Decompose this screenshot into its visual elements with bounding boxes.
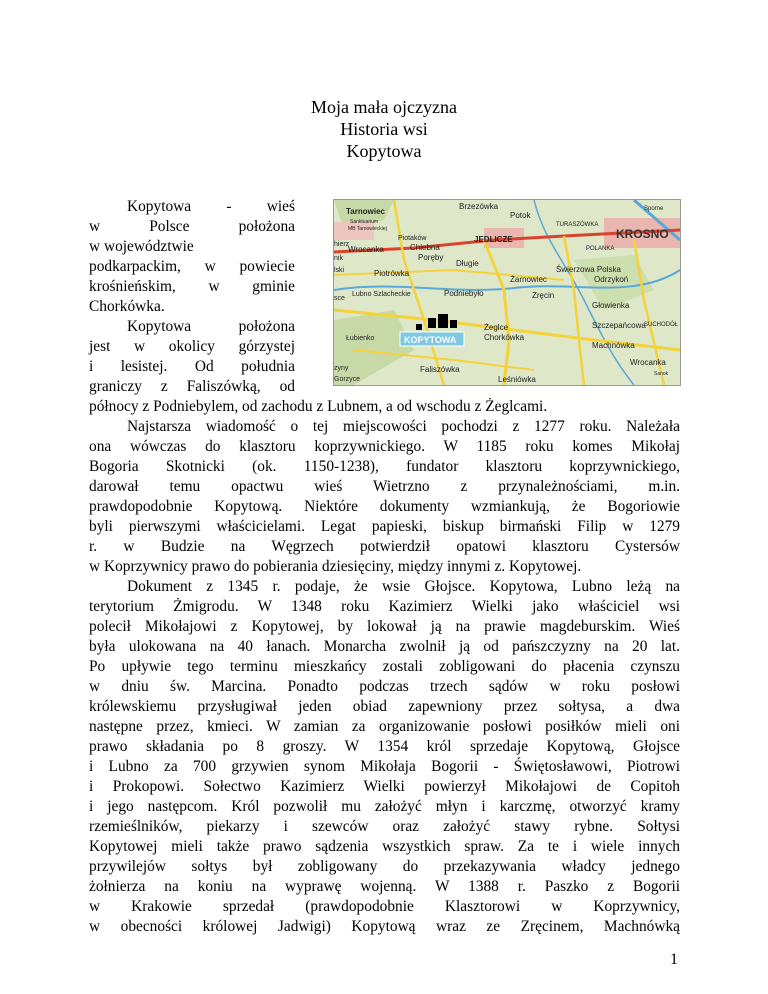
title-line-3: Kopytowa: [346, 141, 422, 161]
paragraph-line: w Krakowie sprzedał (prawdopodobnie Klasztorowi w Koprzywnicy,: [89, 898, 680, 915]
paragraph-line: była ulokowana na 40 łanach. Monarcha zwolnił ją od pańszczyzny na 20 lat.: [89, 638, 680, 655]
location-map: [333, 199, 681, 386]
paragraph-line: żołnierza na koniu na wyprawę wojenną. W 1388 r. Paszko z Bogorii: [89, 878, 680, 895]
map-label: Machnówka: [592, 341, 635, 350]
map-label: Świerzowa Polska: [556, 265, 621, 274]
map-label: Wrocanka: [348, 245, 384, 254]
map-label: Piotaków: [398, 235, 427, 242]
paragraph-line: królewskiemu przysługiwał jeden obiad zapewniony przez sołtysa, a dwa: [89, 698, 680, 715]
paragraph-line: krośnieńskim, w gminie: [89, 278, 295, 295]
map-label: zyny: [334, 365, 349, 372]
paragraph-line: przywilejów sołtys był zobligowany do przekazywania władcy jednego: [89, 858, 680, 875]
paragraph-line: w Koprzywnicy prawo do pobierania dziesięciny, między innymi z. Kopytowej.: [89, 558, 582, 575]
title-line-1: Moja mała ojczyzna: [311, 97, 457, 117]
map-label: Piotrówka: [374, 269, 410, 278]
title-line-2: Historia wsi: [340, 119, 428, 139]
paragraph-line: w Polsce położona: [89, 218, 295, 235]
map-label-kopytowa: KOPYTOWA: [404, 335, 457, 345]
map-label: Potok: [510, 211, 531, 220]
document-title: [0, 96, 768, 162]
map-label: MB Tarnowieckiej: [348, 226, 387, 232]
paragraph-line: jest w okolicy górzystej: [89, 338, 295, 355]
paragraph-line: Kopytowa położona: [127, 318, 295, 335]
paragraph-line: i jego następcom. Król pozwolił mu założyć młyn i karczmę, otworzyć kramy: [89, 798, 680, 815]
map-label: Gorzyce: [334, 376, 361, 383]
paragraph-line: w dniu św. Marcina. Ponadto podczas trzech sądów w roku posłowi: [89, 678, 680, 695]
map-label: Chorkówka: [484, 333, 525, 342]
map-label: Zręcin: [532, 291, 555, 300]
map-label: lski: [334, 267, 345, 274]
map-label: Łubienko: [346, 335, 375, 342]
map-label: Leśniówka: [498, 375, 536, 384]
map-label: nik: [334, 255, 343, 262]
map-label: Żeglce: [484, 323, 509, 332]
paragraph-line: podkarpackim, w powiecie: [89, 258, 295, 275]
map-label: TURASZÓWKA: [556, 222, 599, 228]
map-label: Sanktuarium: [350, 219, 379, 225]
paragraph-line: prawo składania po 8 groszy. W 1354 król sprzedaje Kopytową, Głojsce: [89, 738, 680, 755]
paragraph-line: terytorium Żmigrodu. W 1348 roku Kazimierz Wielki jako właściciel wsi: [89, 598, 680, 615]
paragraph-line: graniczy z Faliszówką, od: [89, 378, 295, 395]
paragraph-line: w województwie: [89, 238, 194, 255]
map-label: Tarnowiec: [346, 207, 385, 216]
paragraph-line: następne przez, kmieci. W zamian za organizowanie posłowi posiłków mieli oni: [89, 718, 680, 735]
map-label: POLANKA: [586, 246, 615, 252]
paragraph-line: Bogoria Skotnicki (ok. 1150-1238), fundator klasztoru koprzywnickiego,: [89, 458, 680, 475]
paragraph-line: Chorkówka.: [89, 298, 165, 315]
map-label: KROSNO: [616, 227, 669, 241]
map-label: JEDLICZE: [474, 235, 513, 244]
paragraph-line: i Prokopowi. Sołectwo Kazimierz Wielki powierzył Mikołajowi de Copitoh: [89, 778, 680, 795]
paragraph-line: Najstarsza wiadomość o tej miejscowości pochodzi z 1277 roku. Należała: [127, 418, 680, 435]
map-label: Poręby: [418, 253, 444, 262]
map-label: hierz: [334, 241, 350, 248]
map-label: Wrocanka: [630, 358, 666, 367]
paragraph-line: i lesistej. Od południa: [89, 358, 295, 375]
map-label: Odrzykoń: [594, 275, 629, 284]
paragraph-line: Kopytowej mieli także prawo sądzenia wszystkich spraw. Za te i wiele innych: [89, 838, 680, 855]
paragraph-line: polecił Mikołajowi z Kopytowej, by lokował ją na prawie magdeburskim. Wieś: [89, 618, 680, 635]
map-label: Faliszówka: [420, 365, 460, 374]
paragraph-line: północy z Podniebylem, od zachodu z Lubnem, a od wschodu z Żeglcami.: [89, 398, 548, 415]
page-number: 1: [670, 951, 678, 968]
map-label: Podniebyło: [444, 289, 484, 298]
paragraph-line: i Lubno za 700 grzywien synom Mikołaja Bogorii - Świętosławowi, Piotrowi: [89, 758, 680, 775]
map-label: Głowienka: [592, 301, 630, 310]
map-label: sce: [334, 295, 345, 302]
map-label: Żarnowiec: [510, 275, 547, 284]
map-label: Szczepańcowa: [592, 321, 646, 330]
paragraph-line: byli pierwszymi właścicielami. Legat papieski, biskup birmański Filip w 1279: [89, 518, 680, 535]
map-label: Sanok: [654, 371, 669, 377]
paragraph-line: Kopytowa - wieś: [127, 198, 295, 215]
paragraph-line: prawdopodobnie Kopytową. Niektóre dokumenty wzmiankują, że Bogoriowie: [89, 498, 680, 515]
map-label: SUCHODÓŁ: [644, 322, 679, 328]
paragraph-line: ona wówczas do klasztoru koprzywnickiego. W 1185 roku komes Mikołaj: [89, 438, 680, 455]
paragraph-line: w obecności królowej Jadwigi) Kopytową wraz ze Zręcinem, Machnówką: [89, 918, 680, 935]
map-label: Sporne: [644, 206, 664, 212]
map-label: Chlebna: [410, 243, 440, 252]
map-label: Długie: [456, 259, 479, 268]
paragraph-line: Po upływie tego terminu mieszkańcy zostali zobligowani do płacenia czynszu: [89, 658, 680, 675]
paragraph-line: rzemieślników, piekarzy i szewców oraz założyć stawy rybne. Sołtysi: [89, 818, 680, 835]
paragraph-line: darował temu opactwu wieś Wietrzno z przynależnościami, m.in.: [89, 478, 680, 495]
map-label: Brzezówka: [459, 202, 499, 211]
paragraph-line: r. w Budzie na Węgrzech potwierdził opatowi klasztoru Cystersów: [89, 538, 680, 555]
map-label: Lubno Szlacheckie: [352, 291, 411, 298]
paragraph-line: Dokument z 1345 r. podaje, że wsie Głojsce. Kopytowa, Lubno leżą na: [127, 578, 680, 595]
